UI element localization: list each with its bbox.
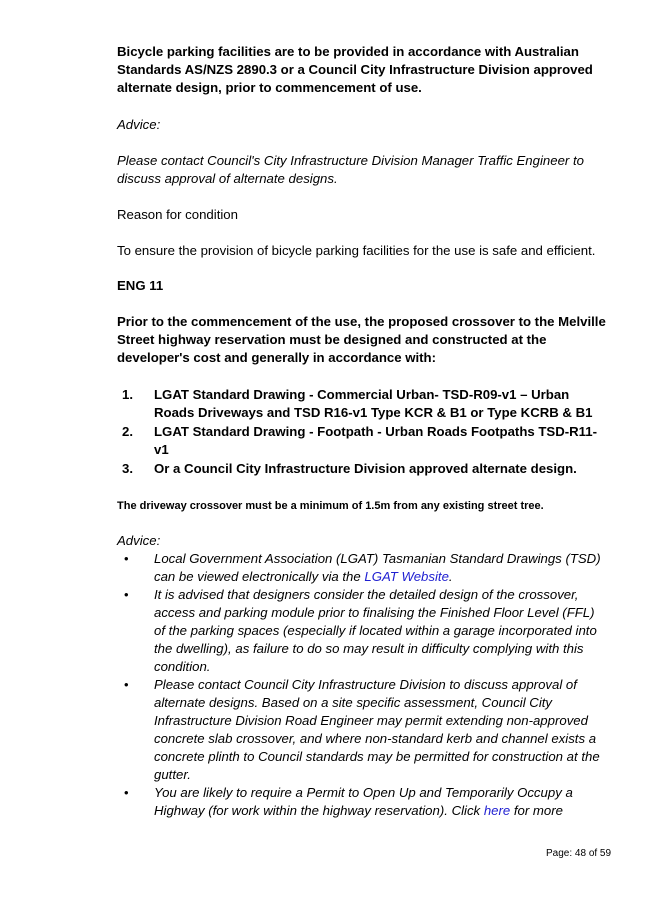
list-number-2: 2. (122, 424, 133, 439)
bullet-1-icon: • (124, 551, 129, 566)
list-item-3-line-1: Or a Council City Infrastructure Division approved alternate design. (154, 461, 577, 476)
bullet-3-line-2: alternate designs. Based on a site specific assessment, Council City (154, 695, 553, 710)
driveway-note: The driveway crossover must be a minimum of 1.5m from any existing street tree. (117, 500, 544, 512)
bullet-4-line-2-end: for more (510, 803, 563, 818)
crossover-line-3: developer's cost and generally in accordance with: (117, 350, 437, 365)
list-item-1-line-2: Roads Driveways and TSD R16-v1 Type KCR & B1 or Type KCRB & B1 (154, 405, 593, 420)
bullet-2-line-2: access and parking module prior to finalising the Finished Floor Level (FFL) (154, 605, 595, 620)
bullet-3-line-4: concrete slab crossover, and where non-standard kerb and channel exists a (154, 731, 597, 746)
here-link[interactable]: here (483, 803, 511, 818)
bullet-2-line-3: of the parking spaces (especially if located within a garage incorporated into (154, 623, 597, 638)
list-item-2-line-1: LGAT Standard Drawing - Footpath - Urban Roads Footpaths TSD-R11- (154, 424, 597, 439)
list-item-2-line-2: v1 (154, 442, 169, 457)
advice-label: Advice: (117, 117, 161, 132)
page-number: Page: 48 of 59 (546, 848, 612, 859)
bullet-4-line-2-text: Highway (for work within the highway reservation). Click (154, 803, 484, 818)
list-item-1-line-1: LGAT Standard Drawing - Commercial Urban- TSD-R09-v1 – Urban (154, 387, 570, 402)
bullet-1-line-2 (154, 568, 453, 586)
lgat-website-link[interactable]: LGAT Website (364, 569, 449, 584)
bicycle-parking-line-2: Standards AS/NZS 2890.3 or a Council City Infrastructure Division approved (117, 62, 593, 77)
bicycle-parking-line-1: Bicycle parking facilities are to be provided in accordance with Australian (117, 44, 579, 59)
bullet-2-line-5: condition. (154, 659, 211, 674)
bullet-1-line-2-text: can be viewed electronically via the (154, 569, 365, 584)
bullet-3-line-5: concrete plinth to Council standards may be permitted for construction at the (154, 749, 600, 764)
bullet-4-line-1: You are likely to require a Permit to Open Up and Temporarily Occupy a (154, 785, 573, 800)
bullet-1-line-1: Local Government Association (LGAT) Tasmanian Standard Drawings (TSD) (154, 551, 601, 566)
bullet-2-line-1: It is advised that designers consider the detailed design of the crossover, (154, 587, 579, 602)
bicycle-parking-line-3: alternate design, prior to commencement of use. (117, 80, 422, 95)
list-number-3: 3. (122, 461, 133, 476)
advice-text-line-1: Please contact Council's City Infrastructure Division Manager Traffic Engineer to (117, 153, 584, 168)
bullet-1-period: . (448, 569, 453, 584)
list-number-1: 1. (122, 387, 133, 402)
bullet-3-line-3: Infrastructure Division Road Engineer may permit extending non-approved (154, 713, 588, 728)
reason-label: Reason for condition (117, 207, 238, 222)
bullet-3-line-1: Please contact Council City Infrastructure Division to discuss approval of (154, 677, 577, 692)
bullet-2-icon: • (124, 587, 129, 602)
advice-text-line-2: discuss approval of alternate designs. (117, 171, 338, 186)
reason-text: To ensure the provision of bicycle parking facilities for the use is safe and efficient. (117, 243, 596, 258)
bullet-2-line-4: the dwelling), as failure to do so may result in difficulty complying with this (154, 641, 584, 656)
bullet-4-line-2 (154, 802, 563, 820)
bullet-4-icon: • (124, 785, 129, 800)
crossover-line-1: Prior to the commencement of the use, the proposed crossover to the Melville (117, 314, 606, 329)
eng-heading: ENG 11 (117, 278, 164, 293)
crossover-line-2: Street highway reservation must be designed and constructed at the (117, 332, 547, 347)
bullet-3-line-6: gutter. (154, 767, 191, 782)
bullet-3-icon: • (124, 677, 129, 692)
advice-2-label: Advice: (117, 533, 161, 548)
